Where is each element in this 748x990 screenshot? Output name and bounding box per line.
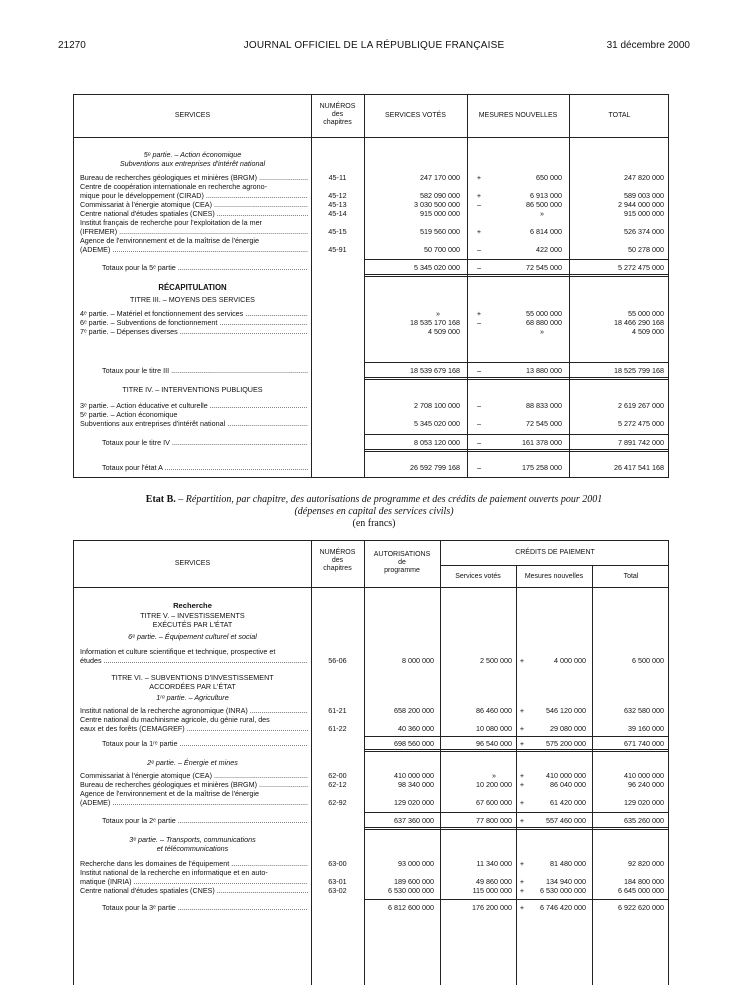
recherche-heading: Recherche bbox=[173, 601, 212, 610]
table-row: mique pour le développement (CIRAD) ..... 45-12 582 090 000 + 6 913 000 589 003 000 bbox=[74, 191, 668, 200]
total-row: Totaux pour le titre III ..... 18 539 679 168 – 13 880 000 18 525 799 168 bbox=[74, 366, 668, 375]
titre-iv-heading: TITRE IV. – INTERVENTIONS PUBLIQUES bbox=[122, 385, 263, 394]
table-row: Centre national d'études spatiales (CNES) ..... 63-02 6 530 000 000 115 000 000 + 6 530 000 000 6 645 000 000 bbox=[74, 886, 668, 895]
table-row: (ADEME) ..... 62-92 129 020 000 67 600 000 + 61 420 000 129 020 000 bbox=[74, 798, 668, 807]
partie-heading: 6ᵉ partie. – Équipement culturel et social bbox=[128, 632, 257, 641]
recap-heading: RÉCAPITULATION bbox=[158, 283, 227, 292]
page-header bbox=[58, 40, 690, 54]
table-row: 7ᵉ partie. – Dépenses diverses ..... 4 509 000 » 4 509 000 bbox=[74, 327, 668, 336]
table-row: Agence de l'environnement et de la maîtrise de l'énergie bbox=[80, 789, 259, 798]
header-numeros: NUMÉROS des chapitres bbox=[319, 103, 356, 126]
total-row: Totaux pour l'état A ..... 26 592 799 168 – 175 258 000 26 417 541 168 bbox=[74, 463, 668, 472]
section-title: 5ᵉ partie. – Action économique bbox=[143, 150, 242, 159]
table-row: études ..... 56-06 8 000 000 2 500 000 + 4 000 000 6 500 000 bbox=[74, 656, 668, 665]
header-total: TOTAL bbox=[608, 112, 631, 119]
total-row: Totaux pour la 5ᵉ partie ..... 5 345 020 000 – 72 545 000 5 272 475 000 bbox=[74, 263, 668, 272]
table-row: Subventions aux entreprises d'intérêt national ..... 5 345 020 000 – 72 545 000 5 272 475 000 bbox=[74, 419, 668, 428]
partie-subheading: et télécommunications bbox=[156, 844, 229, 853]
header-services-votes: SERVICES VOTÉS bbox=[385, 112, 446, 119]
table-row: Institut français de recherche pour l'exploitation de la mer bbox=[80, 218, 262, 227]
table-row: 6ᵉ partie. – Subventions de fonctionnement ..... 18 535 170 168 – 68 880 000 18 466 290 168 bbox=[74, 318, 668, 327]
header-numeros: NUMÉROS des chapitres bbox=[319, 549, 356, 572]
titre-v-heading: TITRE V. – INVESTISSEMENTS bbox=[140, 611, 245, 620]
header-mesures: MESURES NOUVELLES bbox=[478, 112, 558, 119]
table-row: 4ᵉ partie. – Matériel et fonctionnement des services ..... » + 55 000 000 55 000 000 bbox=[74, 309, 668, 318]
header-services-votes: Services votés bbox=[455, 573, 501, 580]
header-mesures: Mesures nouvelles bbox=[524, 573, 584, 580]
header-services: SERVICES bbox=[174, 112, 211, 119]
etat-b-title: Etat B. – Répartition, par chapitre, des autorisations de programme et des crédits de paiement ouverts pour 2001 bbox=[145, 494, 603, 505]
partie-heading: 2ᵉ partie. – Énergie et mines bbox=[147, 758, 238, 767]
table-row: Bureau de recherches géologiques et minières (BRGM) ..... 62-12 98 340 000 10 200 000 + 86 040 000 96 240 000 bbox=[74, 780, 668, 789]
etat-b-subtitle: (dépenses en capital des services civils) bbox=[294, 506, 454, 517]
total-row: Totaux pour le titre IV ..... 8 053 120 000 – 161 378 000 7 891 742 000 bbox=[74, 438, 668, 447]
total-row: Totaux pour la 2ᵉ partie ..... 637 360 000 77 800 000 + 557 460 000 635 260 000 bbox=[74, 816, 668, 825]
table-row: Recherche dans les domaines de l'équipement ..... 63-00 93 000 000 11 340 000 + 81 480 000 92 820 000 bbox=[74, 859, 668, 868]
table-row: 5ᵉ partie. – Action économique bbox=[80, 410, 178, 419]
etat-a-table bbox=[73, 94, 669, 478]
table-row: Centre de coopération internationale en recherche agrono- bbox=[80, 182, 267, 191]
table-row: Commissariat à l'énergie atomique (CEA) ..... 45-13 3 030 500 000 – 86 500 000 2 944 000 000 bbox=[74, 200, 668, 209]
table-row: Information et culture scientifique et technique, prospective et bbox=[80, 647, 276, 656]
titre-iii-heading: TITRE III. – MOYENS DES SERVICES bbox=[130, 295, 255, 304]
titre-vi-subheading: ACCORDÉES PAR L'ÉTAT bbox=[149, 682, 236, 691]
partie-heading: 1ʳᵉ partie. – Agriculture bbox=[156, 693, 229, 702]
titre-vi-heading: TITRE VI. – SUBVENTIONS D'INVESTISSEMENT bbox=[111, 673, 274, 682]
etat-b-units: (en francs) bbox=[352, 518, 396, 529]
table-row: (IFREMER) ..... 45-15 519 560 000 + 6 814 000 526 374 000 bbox=[74, 227, 668, 236]
page-number: 21270 bbox=[58, 40, 86, 51]
table-row: eaux et des forêts (CEMAGREF) ..... 61-22 40 360 000 10 080 000 + 29 080 000 39 160 000 bbox=[74, 724, 668, 733]
journal-title: JOURNAL OFFICIEL DE LA RÉPUBLIQUE FRANÇAISE bbox=[243, 40, 505, 51]
partie-heading: 3ᵉ partie. – Transports, communications bbox=[129, 835, 256, 844]
total-row: Totaux pour la 1ʳᵉ partie ..... 698 560 000 96 540 000 + 575 200 000 671 740 000 bbox=[74, 739, 668, 748]
table-row: matique (INRIA) ..... 63-01 189 600 000 49 860 000 + 134 940 000 184 800 000 bbox=[74, 877, 668, 886]
header-total: Total bbox=[623, 573, 639, 580]
table-row: Centre national d'études spatiales (CNES) ..... 45-14 915 000 000 » 915 000 000 bbox=[74, 209, 668, 218]
table-row: Bureau de recherches géologiques et minières (BRGM) ..... 45-11 247 170 000 + 650 000 247 820 000 bbox=[74, 173, 668, 182]
table-row: (ADEME) ..... 45-91 50 700 000 – 422 000 50 278 000 bbox=[74, 245, 668, 254]
table-row: Centre national du machinisme agricole, du génie rural, des bbox=[80, 715, 270, 724]
header-credits: CRÉDITS DE PAIEMENT bbox=[515, 549, 595, 556]
header-services: SERVICES bbox=[174, 560, 211, 567]
table-row: Commissariat à l'énergie atomique (CEA) ..... 62-00 410 000 000 » + 410 000 000 410 000 000 bbox=[74, 771, 668, 780]
table-row: 3ᵉ partie. – Action éducative et culturelle ..... 2 708 100 000 – 88 833 000 2 619 267 000 bbox=[74, 401, 668, 410]
titre-v-subheading: EXÉCUTÉS PAR L'ÉTAT bbox=[152, 620, 233, 629]
table-row: Institut national de la recherche agronomique (INRA) ..... 61-21 658 200 000 86 460 000 + 546 120 000 632 580 000 bbox=[74, 706, 668, 715]
header-autorisations: AUTORISATIONS de programme bbox=[373, 551, 431, 574]
etat-b-table bbox=[73, 540, 669, 985]
issue-date: 31 décembre 2000 bbox=[606, 40, 690, 51]
section-subtitle: Subventions aux entreprises d'intérêt national bbox=[119, 159, 266, 168]
table-row: Agence de l'environnement et de la maîtrise de l'énergie bbox=[80, 236, 259, 245]
table-row: Institut national de la recherche en informatique et en auto- bbox=[80, 868, 268, 877]
total-row: Totaux pour la 3ᵉ partie ..... 6 812 600 000 176 200 000 + 6 746 420 000 6 922 620 000 bbox=[74, 903, 668, 912]
